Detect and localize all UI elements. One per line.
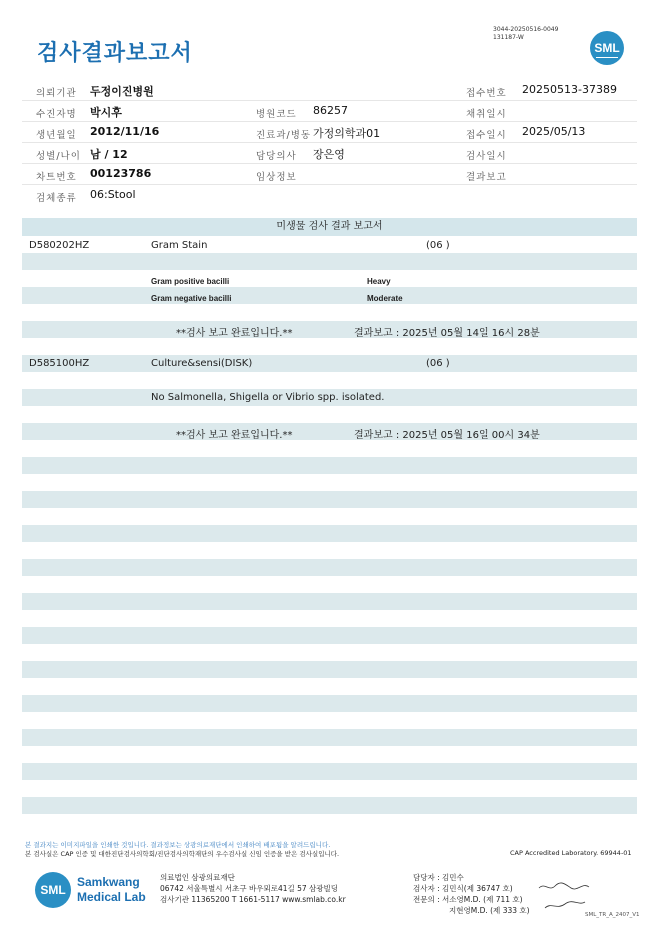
test-code: D580202HZ <box>29 240 90 251</box>
report-complete-text: **검사 보고 완료입니다.** <box>176 430 293 441</box>
staff-specialist-2: 지현영M.D. (제 333 호) <box>449 906 530 915</box>
footer-staff-block <box>413 872 530 916</box>
collect-date-label: 채취일시 <box>466 109 507 120</box>
row-stripe <box>22 627 637 644</box>
document-id-line2: 131187-W <box>493 34 524 41</box>
logo-brand-line1: Samkwang <box>77 875 140 889</box>
info-row <box>22 164 637 185</box>
row-stripe <box>22 695 637 712</box>
report-complete-text: **검사 보고 완료입니다.** <box>176 328 293 339</box>
row-stripe <box>22 593 637 610</box>
row-stripe <box>22 525 637 542</box>
info-row <box>22 143 637 164</box>
receipt-date-value: 2025/05/13 <box>522 125 586 138</box>
row-stripe <box>22 763 637 780</box>
patient-info-table <box>22 80 637 205</box>
sml-logo: SML <box>35 872 71 908</box>
report-section-header: 미생물 검사 결과 보고서 <box>22 218 637 236</box>
doctor-label: 담당의사 <box>256 151 297 162</box>
requester-label: 의뢰기관 <box>36 88 77 99</box>
specimen-value: 06:Stool <box>90 188 136 201</box>
specimen-label: 검체종류 <box>36 193 77 204</box>
result-report-label: 결과보고 <box>466 172 507 183</box>
staff-in-charge: 담당자 : 김민수 <box>413 873 464 882</box>
doctor-value: 장은영 <box>313 148 345 161</box>
form-id: SML_TR_A_2407_V1 <box>585 912 640 918</box>
row-stripe <box>22 797 637 814</box>
row-stripe <box>22 661 637 678</box>
test-code: D585100HZ <box>29 358 90 369</box>
receipt-no-label: 접수번호 <box>466 88 507 99</box>
chart-no-value: 00123786 <box>90 167 152 180</box>
org-name: 의료법인 삼광의료재단 <box>160 873 235 882</box>
info-row <box>22 101 637 122</box>
org-contact: 검사기관 11365200 T 1661-5117 www.smlab.co.kr <box>160 895 346 904</box>
clinical-label: 임상정보 <box>256 172 297 183</box>
signature <box>535 876 595 916</box>
row-stripe <box>22 491 637 508</box>
row-stripe <box>22 559 637 576</box>
test-specimen: (06 ) <box>426 240 450 251</box>
finding-grade: Moderate <box>367 294 403 303</box>
info-row <box>22 122 637 143</box>
test-name: Culture&sensi(DISK) <box>151 358 253 369</box>
info-row <box>22 185 637 205</box>
finding-name: Gram negative bacilli <box>151 294 232 303</box>
hospital-code-label: 병원코드 <box>256 109 297 120</box>
staff-specialist: 전문의 : 서소영M.D. (제 711 호) <box>413 895 523 904</box>
patient-label: 수진자명 <box>36 109 77 120</box>
test-name: Gram Stain <box>151 240 208 251</box>
dept-label: 진료과/병동 <box>256 130 312 141</box>
row-stripe <box>22 287 637 304</box>
sex-age-label: 성별/나이 <box>36 151 81 162</box>
birth-label: 생년월일 <box>36 130 77 141</box>
row-stripe <box>22 321 637 338</box>
page-title: 검사결과보고서 <box>37 41 193 66</box>
org-address: 06742 서울특별시 서초구 바우뫼로41길 57 삼광빌딩 <box>160 884 339 893</box>
row-stripe <box>22 457 637 474</box>
finding-grade: Heavy <box>367 277 391 286</box>
report-time: 결과보고 : 2025년 05월 16일 00시 34분 <box>354 430 540 441</box>
document-id <box>493 26 558 42</box>
document-id-line1: 3044-20250516-0049 <box>493 26 559 33</box>
row-stripe <box>22 729 637 746</box>
culture-result: No Salmonella, Shigella or Vibrio spp. isolated. <box>151 392 385 403</box>
receipt-no-value: 20250513-37389 <box>522 83 617 96</box>
sex-age-value: 남 / 12 <box>90 148 128 161</box>
finding-name: Gram positive bacilli <box>151 277 230 286</box>
patient-value: 박시후 <box>90 106 122 119</box>
cap-accreditation: CAP Accredited Laboratory. 69944-01 <box>510 849 632 857</box>
footer-accreditation-notice: 본 검사실은 CAP 인증 및 대한진단검사의학회/진단검사의학재단의 우수검사실 신임 인증을 받은 검사실입니다. <box>25 850 340 858</box>
footer-print-notice: 본 결과지는 이미지파일을 인쇄한 것입니다. 결과정보는 상광의료재단에서 인쇄하여 배포됨을 알려드립니다. <box>25 841 331 849</box>
staff-examiner: 검사자 : 김민식(제 36747 호) <box>413 884 513 893</box>
row-stripe <box>22 355 637 372</box>
requester-value: 두정이진병원 <box>90 85 154 98</box>
footer-address-block <box>160 872 346 905</box>
sml-logo: SML <box>590 31 624 65</box>
row-stripe <box>22 253 637 270</box>
exam-date-label: 검사일시 <box>466 151 507 162</box>
receipt-date-label: 접수일시 <box>466 130 507 141</box>
report-time: 결과보고 : 2025년 05월 14일 16시 28분 <box>354 328 540 339</box>
chart-no-label: 차트번호 <box>36 172 77 183</box>
hospital-code-value: 86257 <box>313 104 348 117</box>
test-specimen: (06 ) <box>426 358 450 369</box>
birth-value: 2012/11/16 <box>90 125 160 138</box>
info-row <box>22 80 637 101</box>
dept-value: 가정의학과01 <box>313 127 381 140</box>
logo-brand-line2: Medical Lab <box>77 890 146 904</box>
row-stripe <box>22 423 637 440</box>
